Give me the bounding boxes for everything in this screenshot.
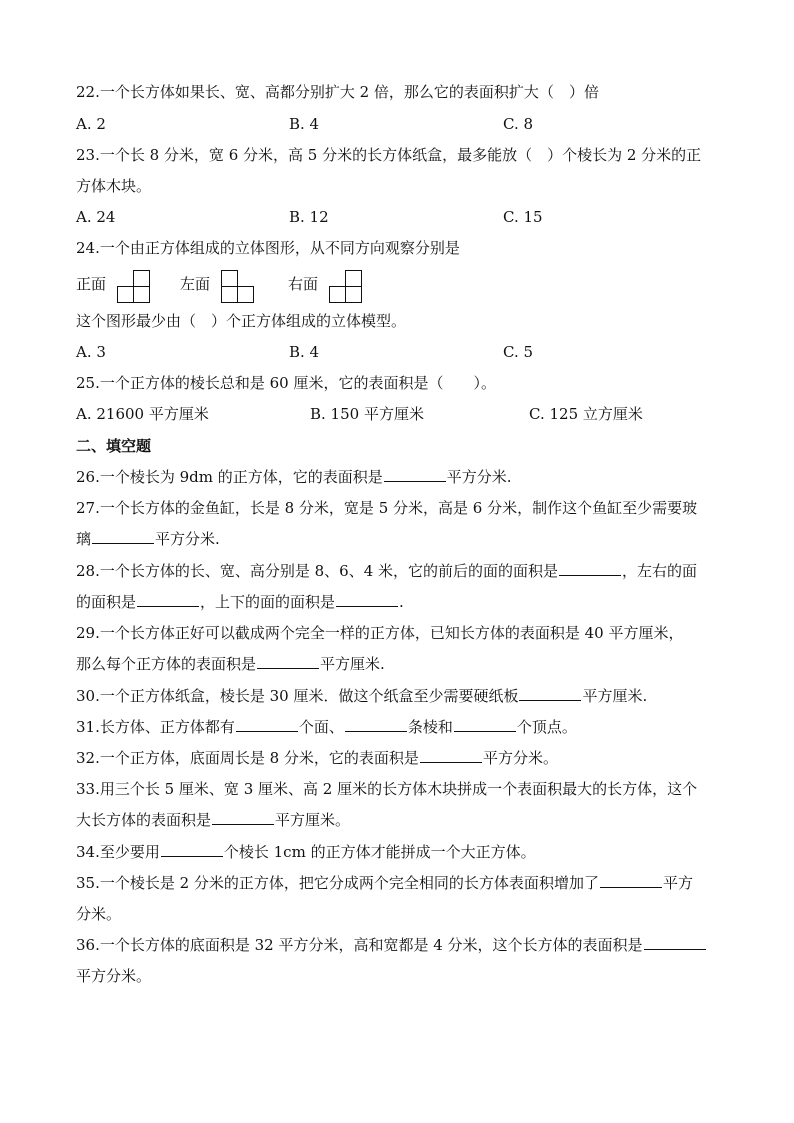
question-35-line2: 分米。 <box>76 905 122 923</box>
q22-option-b: B. 4 <box>289 115 320 133</box>
answer-blank[interactable] <box>345 717 407 732</box>
question-29-line2 <box>76 654 721 674</box>
answer-blank[interactable] <box>519 686 581 701</box>
q27-text-a: 璃 <box>76 530 92 548</box>
left-view-label: 左面 <box>180 275 211 293</box>
q29-text-b: 平方厘米. <box>320 655 385 673</box>
q32-text-a: 32.一个正方体，底面周长是 8 分米，它的表面积是 <box>76 749 419 767</box>
q23-option-a: A. 24 <box>76 208 116 226</box>
q26-text-a: 26.一个棱长为 9dm 的正方体，它的表面积是 <box>76 468 383 486</box>
question-36-line1 <box>76 935 721 955</box>
q31-text-b: 个面、 <box>298 718 344 736</box>
question-33-line2 <box>76 810 721 830</box>
answer-blank[interactable] <box>236 717 298 732</box>
q28-text-b: ，左右的面 <box>622 562 698 580</box>
right-view-label: 右面 <box>288 275 319 293</box>
q23-option-c: C. 15 <box>503 208 543 226</box>
question-27-line1: 27.一个长方体的金鱼缸，长是 8 分米，宽是 5 分米，高是 6 分米，制作这个鱼缸至少需要玻 <box>76 499 698 517</box>
q34-text-a: 34.至少要用 <box>76 843 160 861</box>
q25-option-b: B. 150 平方厘米 <box>310 405 424 423</box>
question-29-line1: 29.一个长方体正好可以截成两个完全一样的正方体，已知长方体的表面积是 40 平方厘米， <box>76 624 684 642</box>
front-view-figure <box>116 268 152 304</box>
question-32 <box>76 748 721 768</box>
question-30 <box>76 686 721 706</box>
answer-blank[interactable] <box>257 654 319 669</box>
view-figures <box>76 268 476 304</box>
answer-blank[interactable] <box>92 529 154 544</box>
section-title-fill-in: 二、填空题 <box>76 437 152 455</box>
question-23-line2: 方体木块。 <box>76 177 152 195</box>
q28-text-c: 的面积是 <box>76 593 137 611</box>
question-24: 24.一个由正方体组成的立体图形，从不同方向观察分别是 <box>76 239 460 257</box>
q24-option-b: B. 4 <box>289 343 320 361</box>
question-27-line2 <box>76 529 721 549</box>
q24-option-a: A. 3 <box>76 343 106 361</box>
q25-option-c: C. 125 立方厘米 <box>529 405 643 423</box>
q26-text-b: 平方分米. <box>446 468 512 486</box>
q32-text-b: 平方分米。 <box>482 749 558 767</box>
answer-blank[interactable] <box>384 467 446 482</box>
right-view-figure <box>328 268 364 304</box>
answer-blank[interactable] <box>336 592 398 607</box>
question-35-line1 <box>76 873 721 893</box>
q30-text-b: 平方厘米. <box>582 687 648 705</box>
q31-text-c: 条棱和 <box>407 718 453 736</box>
q28-text-d: ，上下的面的面积是 <box>200 593 336 611</box>
q28-text-e: . <box>399 593 404 611</box>
q33-text-a: 大长方体的表面积是 <box>76 811 212 829</box>
question-22: 22.一个长方体如果长、宽、高都分别扩大 2 倍，那么它的表面积扩大（ ）倍 <box>76 83 599 101</box>
q31-text-a: 31.长方体、正方体都有 <box>76 718 235 736</box>
answer-blank[interactable] <box>559 561 621 576</box>
q35-text-a: 35.一个棱长是 2 分米的正方体，把它分成两个完全相同的长方体表面积增加了 <box>76 874 599 892</box>
q31-text-d: 个顶点。 <box>516 718 577 736</box>
q29-text-a: 那么每个正方体的表面积是 <box>76 655 257 673</box>
q36-text-a: 36.一个长方体的底面积是 32 平方分米，高和宽都是 4 分米，这个长方体的表面积是 <box>76 936 643 954</box>
answer-blank[interactable] <box>212 810 274 825</box>
answer-blank[interactable] <box>644 935 706 950</box>
answer-blank[interactable] <box>137 592 199 607</box>
q35-text-b: 平方 <box>662 874 693 892</box>
question-25: 25.一个正方体的棱长总和是 60 厘米，它的表面积是（ ）。 <box>76 374 496 392</box>
answer-blank[interactable] <box>161 842 223 857</box>
q25-option-a: A. 21600 平方厘米 <box>76 405 209 423</box>
question-33-line1: 33.用三个长 5 厘米、宽 3 厘米、高 2 厘米的长方体木块拼成一个表面积最大的长方体，这个 <box>76 780 698 798</box>
q34-text-b: 个棱长 1cm 的正方体才能拼成一个大正方体。 <box>223 843 536 861</box>
q22-option-c: C. 8 <box>503 115 534 133</box>
answer-blank[interactable] <box>420 748 482 763</box>
question-23-line1: 23.一个长 8 分米，宽 6 分米，高 5 分米的长方体纸盒，最多能放（ ）个棱长为 2 分米的正 <box>76 146 702 164</box>
question-28-line1 <box>76 561 721 581</box>
question-26 <box>76 467 721 487</box>
question-31 <box>76 717 721 737</box>
question-24-question: 这个图形最少由（ ）个正方体组成的立体模型。 <box>76 312 407 330</box>
q33-text-b: 平方厘米。 <box>275 811 351 829</box>
q30-text-a: 30.一个正方体纸盒，棱长是 30 厘米．做这个纸盒至少需要硬纸板 <box>76 687 519 705</box>
answer-blank[interactable] <box>454 717 516 732</box>
answer-blank[interactable] <box>600 873 662 888</box>
q24-option-c: C. 5 <box>503 343 534 361</box>
question-28-line2 <box>76 592 721 612</box>
front-view-label: 正面 <box>76 275 107 293</box>
q22-option-a: A. 2 <box>76 115 106 133</box>
question-36-line2: 平方分米。 <box>76 967 152 985</box>
q27-text-b: 平方分米. <box>155 530 220 548</box>
question-34 <box>76 842 721 862</box>
q23-option-b: B. 12 <box>289 208 329 226</box>
q28-text-a: 28.一个长方体的长、宽、高分别是 8、6、4 米，它的前后的面的面积是 <box>76 562 559 580</box>
left-view-figure <box>220 268 256 304</box>
